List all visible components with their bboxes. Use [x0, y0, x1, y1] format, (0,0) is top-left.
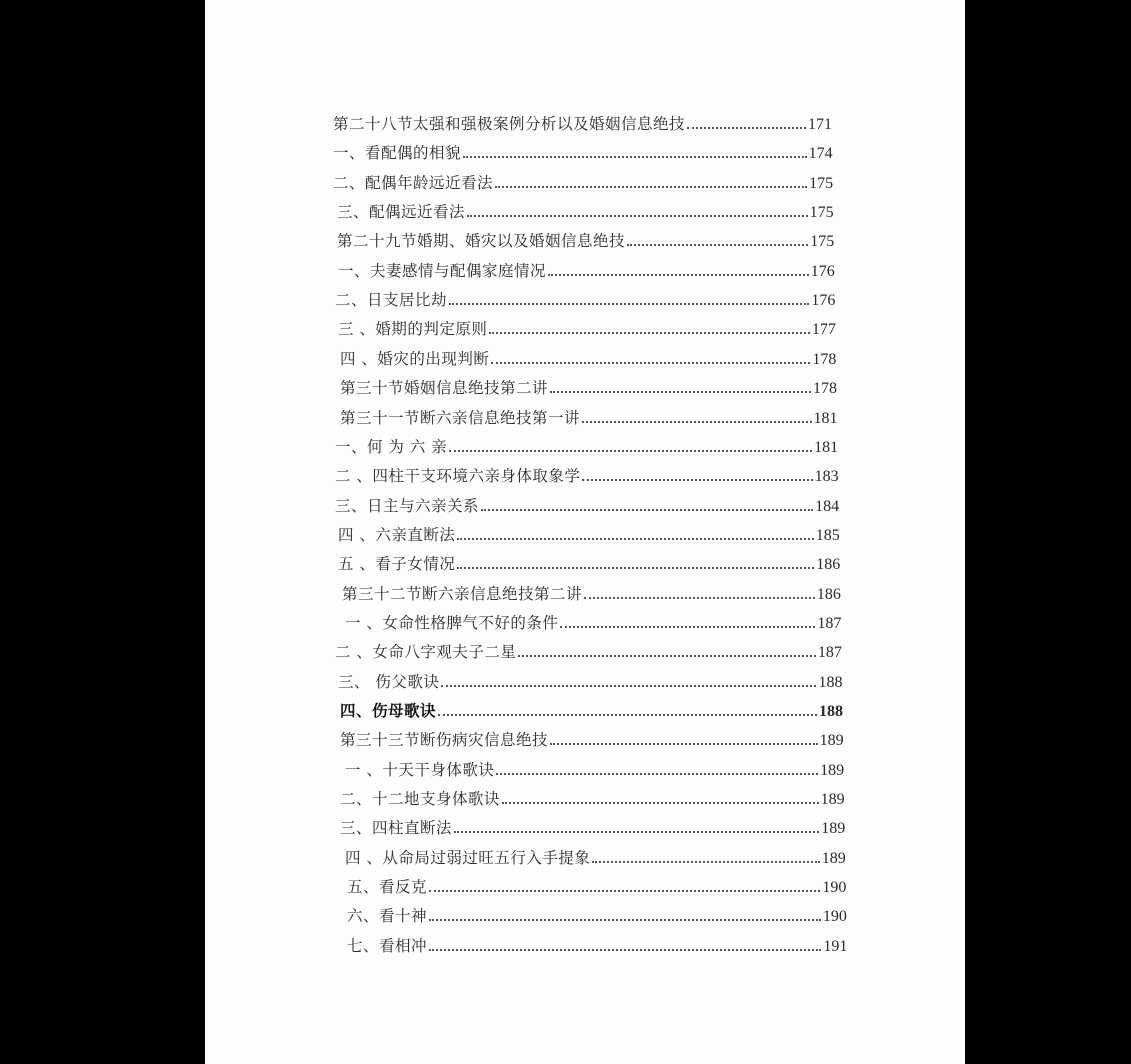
dot-leader: [502, 802, 819, 804]
toc-entry: [340, 787, 845, 809]
dot-leader: [457, 567, 814, 569]
toc-entry-page: 178: [812, 350, 837, 368]
toc-entry-title: 二、十二地支身体歌诀: [340, 790, 501, 809]
toc-entry-title: 第三十一节断六亲信息绝技第一讲: [340, 408, 581, 427]
toc-entry: [335, 288, 835, 310]
toc-entry-page: 186: [816, 585, 841, 603]
toc-entry-title: 二、配偶年龄远近看法: [333, 173, 494, 192]
toc-entry-page: 181: [813, 409, 838, 427]
toc-entry: [347, 875, 846, 897]
dot-leader: [548, 274, 809, 276]
toc-entry-page: 176: [811, 292, 836, 310]
toc-entry-page: 171: [808, 116, 832, 133]
toc-entry: [333, 141, 833, 163]
dot-leader: [496, 773, 818, 775]
toc-entry: [337, 229, 834, 251]
toc-entry: [342, 582, 841, 604]
toc-entry: [340, 347, 836, 369]
toc-entry: [335, 464, 839, 486]
toc-entry-page: 189: [819, 732, 844, 750]
toc-entry-page: 188: [818, 673, 843, 691]
dot-leader: [495, 186, 807, 188]
toc-entry: [335, 640, 842, 662]
dot-leader: [429, 890, 820, 892]
toc-entry-page: 176: [810, 262, 835, 280]
toc-entry-page: 189: [820, 791, 845, 809]
toc-entry: [340, 728, 844, 750]
dot-leader: [550, 391, 811, 393]
toc-entry-page: 187: [817, 614, 842, 632]
toc-entry: [345, 758, 844, 780]
toc-entry-page: 177: [811, 321, 836, 339]
dot-leader: [489, 332, 809, 334]
dot-leader: [584, 597, 815, 599]
toc-entry: [345, 611, 841, 633]
toc-entry-title: 一、夫妻感情与配偶家庭情况: [338, 261, 547, 280]
toc-entry-title: 五、看反克: [347, 878, 428, 897]
toc-entry: [338, 317, 836, 339]
toc-entry-title: 三、四柱直断法: [340, 819, 453, 838]
toc-entry-title: 第三十节婚姻信息绝技第二讲: [340, 379, 549, 398]
toc-entry-title: 四 、六亲直断法: [338, 525, 456, 544]
toc-entry-title: 四 、婚灾的出现判断: [340, 349, 490, 368]
toc-entry: [340, 406, 838, 428]
dot-leader: [560, 626, 815, 628]
dot-leader: [438, 714, 817, 716]
toc-entry-page: 190: [822, 908, 847, 926]
toc-entry-title: 一 、十天干身体歌诀: [345, 760, 495, 779]
toc-entry: [340, 376, 837, 398]
table-of-contents: [205, 0, 965, 1064]
toc-entry-page: 188: [819, 703, 843, 720]
toc-entry-title: 三、 伤父歌诀: [338, 672, 440, 691]
toc-entry-title: 六、看十神: [347, 907, 428, 926]
toc-entry: [335, 494, 839, 516]
toc-entry: [333, 112, 832, 134]
dot-leader: [627, 244, 808, 246]
toc-entry-title: 第二十九节婚期、婚灾以及婚姻信息绝技: [337, 232, 626, 251]
dot-leader: [449, 303, 809, 305]
toc-entry-page: 186: [816, 556, 841, 574]
dot-leader: [582, 479, 812, 481]
dot-leader: [449, 450, 812, 452]
toc-entry: [338, 259, 835, 281]
toc-entry-page: 175: [810, 233, 835, 251]
toc-entry-title: 一、看配偶的相貌: [333, 144, 462, 163]
toc-entry-title: 三、日主与六亲关系: [335, 496, 480, 515]
toc-entry-page: 185: [815, 526, 840, 544]
toc-entry: [338, 523, 840, 545]
dot-leader: [463, 156, 807, 158]
toc-entry-title: 三、配偶远近看法: [337, 203, 466, 222]
dot-leader: [467, 215, 808, 217]
dot-leader: [582, 421, 811, 423]
toc-entry-page: 175: [809, 204, 834, 222]
toc-entry-page: 189: [821, 849, 846, 867]
toc-entry-title: 第三十二节断六亲信息绝技第二讲: [342, 584, 583, 603]
toc-entry-title: 第三十三节断伤病灾信息绝技: [340, 731, 549, 750]
toc-entry-title: 二、日支居比劫: [335, 291, 448, 310]
document-page: [205, 0, 965, 1064]
toc-entry: [338, 552, 840, 574]
toc-entry-page: 190: [822, 879, 847, 897]
toc-entry-page: 175: [809, 174, 834, 192]
toc-entry-title: 七、看相冲: [347, 936, 428, 955]
dot-leader: [454, 831, 819, 833]
dot-leader: [429, 949, 821, 951]
dot-leader: [429, 919, 821, 921]
toc-entry-title: 一 、女命性格脾气不好的条件: [345, 613, 559, 632]
dot-leader: [457, 538, 813, 540]
toc-entry: [340, 699, 843, 721]
toc-entry-title: 二 、四柱干支环境六亲身体取象学: [335, 467, 581, 486]
dot-leader: [687, 127, 806, 129]
dot-leader: [592, 861, 819, 863]
toc-entry-page: 181: [814, 438, 839, 456]
toc-entry-page: 189: [821, 820, 846, 838]
toc-entry-page: 187: [817, 644, 842, 662]
toc-entry-page: 178: [812, 380, 837, 398]
toc-entry: [345, 846, 846, 868]
dot-leader: [481, 509, 813, 511]
toc-entry-page: 191: [823, 937, 848, 955]
toc-entry: [347, 904, 847, 926]
dot-leader: [491, 362, 810, 364]
toc-entry-page: 184: [815, 497, 840, 515]
toc-entry-title: 四、伤母歌诀: [340, 701, 437, 720]
toc-entry: [333, 171, 833, 193]
toc-entry: [335, 435, 838, 457]
toc-entry: [337, 200, 834, 222]
toc-entry-page: 174: [808, 145, 833, 163]
toc-entry-title: 第二十八节太强和强极案例分析以及婚姻信息绝技: [333, 115, 686, 133]
toc-entry-title: 三 、婚期的判定原则: [338, 320, 488, 339]
toc-entry: [338, 670, 842, 692]
toc-entry-title: 一、何 为 六 亲: [335, 437, 448, 456]
toc-entry-title: 五 、看子女情况: [338, 555, 456, 574]
dot-leader: [441, 685, 816, 687]
toc-entry-page: 183: [814, 468, 839, 486]
dot-leader: [550, 743, 818, 745]
toc-entry-title: 二 、女命八字观夫子二星: [335, 643, 517, 662]
toc-entry: [347, 934, 847, 956]
dot-leader: [518, 655, 815, 657]
toc-entry-page: 189: [820, 761, 845, 779]
toc-entry-title: 四 、从命局过弱过旺五行入手提象: [345, 848, 591, 867]
toc-entry: [340, 816, 845, 838]
